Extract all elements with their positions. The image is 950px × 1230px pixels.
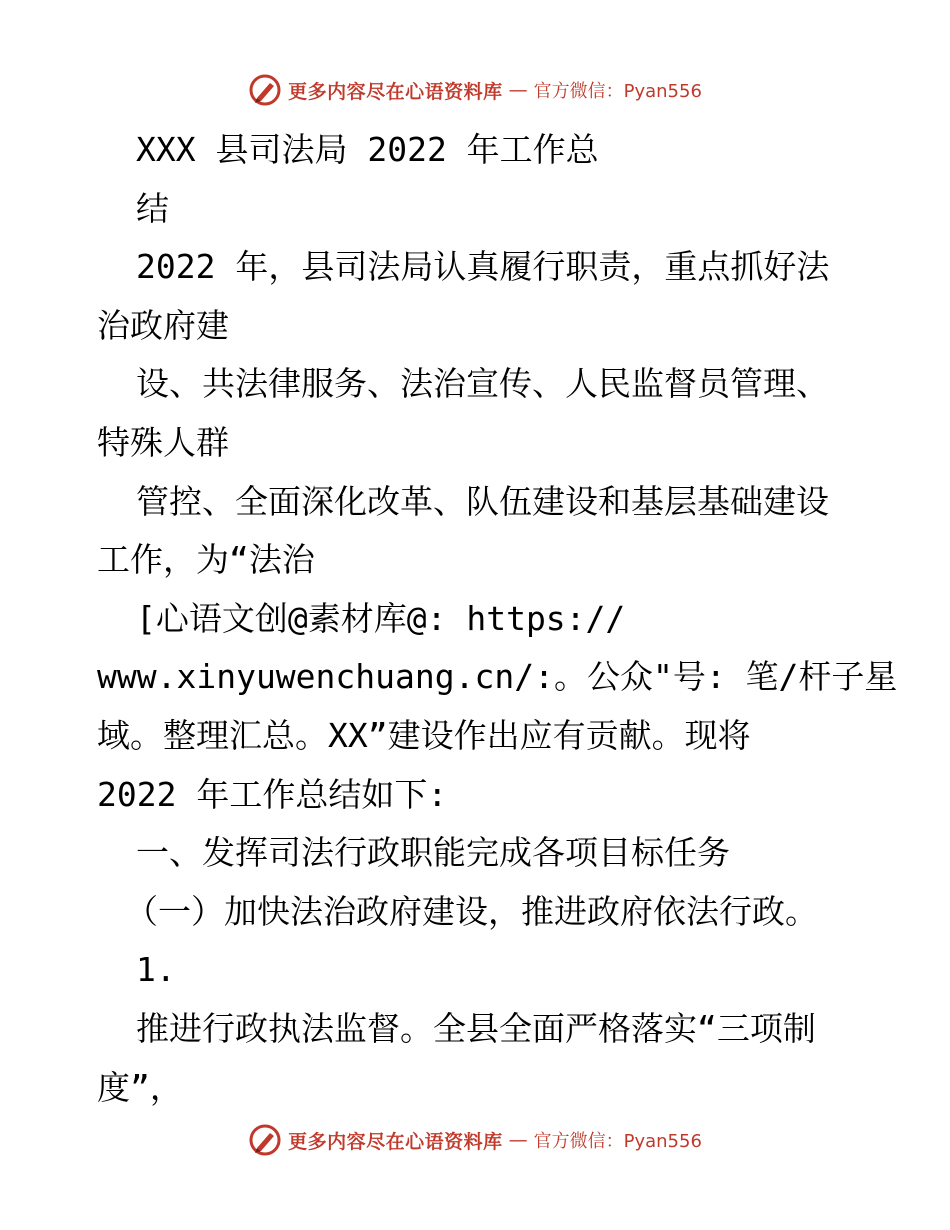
paragraph-line: 管控、全面深化改革、队伍建设和基层基础建设 — [136, 481, 829, 521]
doc-title-line: XXX 县司法局 2022 年工作总 — [136, 130, 599, 169]
paragraph-line: 推进行政执法监督。全县全面严格落实“三项制 — [136, 1008, 816, 1048]
banner-contact: 官方微信：Pyan556 — [533, 1131, 702, 1152]
paragraph-line: 治政府建 — [97, 305, 229, 345]
pen-seal-icon — [248, 73, 282, 107]
banner-contact: 官方微信：Pyan556 — [533, 81, 702, 102]
paragraph-line: 设、共法律服务、法治宣传、人民监督员管理、 — [136, 364, 829, 404]
banner-separator: — — [508, 79, 528, 101]
banner-separator: — — [508, 1129, 528, 1151]
paragraph-line: www.xinyuwenchuang.cn/:。公众"号: 笔/杆子星 — [97, 657, 898, 697]
paragraph-line: 度”， — [97, 1067, 183, 1107]
banner-slogan: 更多内容尽在心语资料库 — [288, 80, 503, 103]
paragraph-line: 特殊人群 — [97, 422, 229, 462]
document-body — [97, 121, 898, 1117]
subsection-heading: （一）加快法治政府建设，推进政府依法行政。 — [125, 891, 818, 931]
pen-seal-icon — [248, 1123, 282, 1157]
doc-title-line: 结 — [136, 188, 169, 228]
item-number: 1. — [136, 950, 176, 990]
footer-banner — [0, 1120, 950, 1160]
paragraph-line: [心语文创@素材库@: https:// — [136, 598, 626, 638]
section-heading: 一、发挥司法行政职能完成各项目标任务 — [136, 833, 730, 873]
paragraph-line: 2022 年工作总结如下: — [97, 774, 448, 814]
paragraph-line: 域。整理汇总。XX”建设作出应有贡献。现将 — [97, 715, 751, 755]
banner-slogan: 更多内容尽在心语资料库 — [288, 1130, 503, 1153]
paragraph-line: 工作，为“法治 — [97, 540, 315, 580]
header-banner — [0, 70, 950, 110]
paragraph-line: 2022 年，县司法局认真履行职责，重点抓好法 — [136, 247, 830, 287]
